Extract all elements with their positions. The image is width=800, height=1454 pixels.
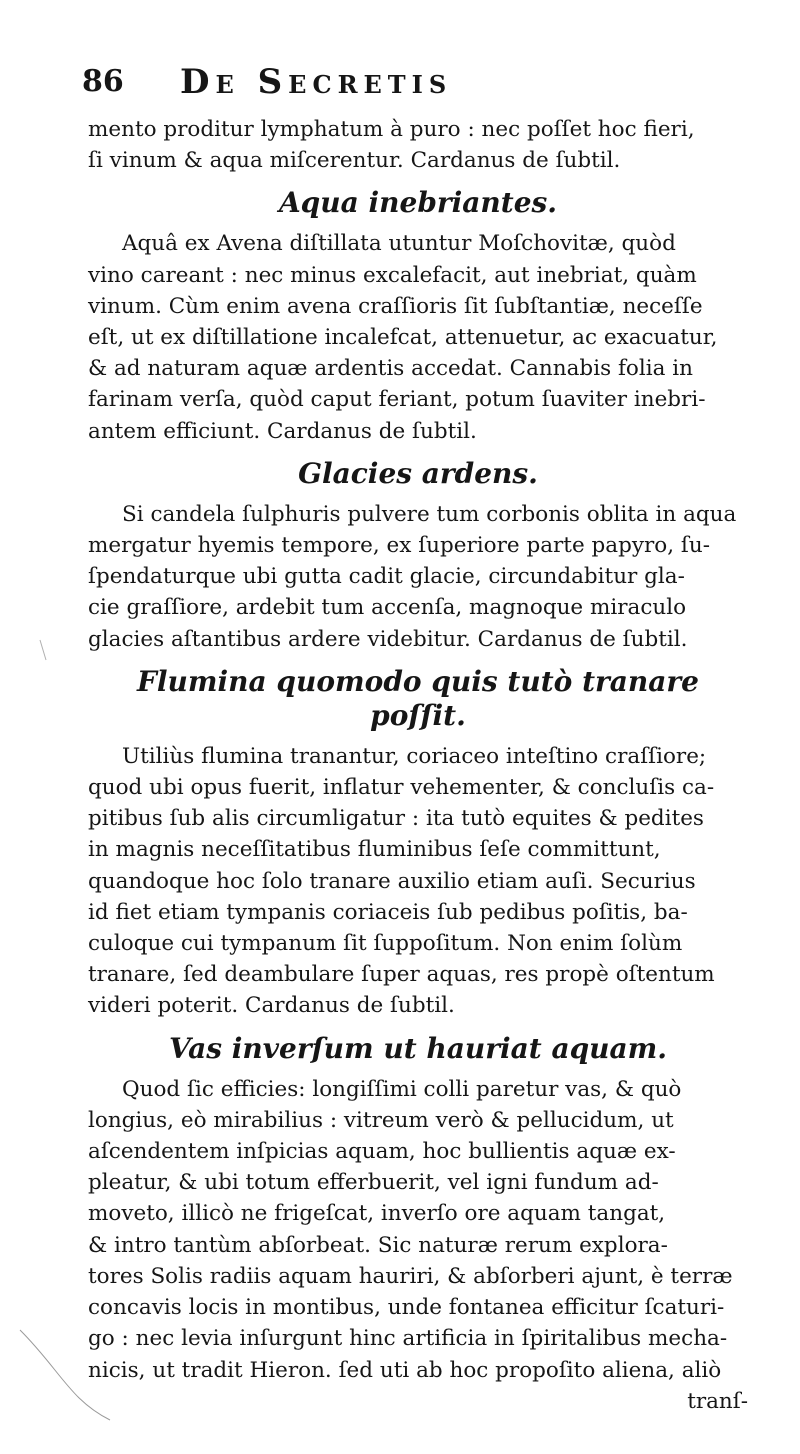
text-line: & intro tantùm abſorbeat. Sic naturæ rerum explora- [88, 1232, 668, 1258]
text-line: farinam verſa, quòd caput feriant, potum ſuaviter inebri- [88, 387, 706, 413]
section-heading: Vas inverſum ut hauriat aquam. [168, 1031, 668, 1065]
text-line: Utiliùs flumina tranantur, coriaceo inteſtino craſſiore; [122, 743, 707, 769]
text-line: glacies aſtantibus ardere videbitur. Cardanus de ſubtil. [88, 626, 688, 652]
text-line: Aquâ ex Avena diſtillata utuntur Moſchovitæ, quòd [122, 231, 676, 257]
text-line: concavis locis in montibus, unde fontanea efficitur ſcaturi- [88, 1295, 725, 1321]
section-heading: Flumina quomodo quis tutò tranare poſſit. [137, 664, 699, 732]
text-line: go : nec levia inſurgunt hinc artificia in ſpiritalibus mecha- [88, 1326, 728, 1352]
text-line: cie graſſiore, ardebit tum accenſa, magnoque miraculo [88, 595, 687, 621]
text-line: ſi vinum & aqua miſcerentur. Cardanus de ſubtil. [88, 148, 621, 174]
text-line: in magnis neceſſitatibus fluminibus ſeſe committunt, [88, 837, 661, 863]
text-line: quandoque hoc ſolo tranare auxilio etiam auſi. Securius [88, 868, 696, 894]
text-line: nicis, ut tradit Hieron. ſed uti ab hoc propoſito aliena, aliò [88, 1357, 722, 1383]
text-line: Si candela ſulphuris pulvere tum corbonis oblita in aqua [122, 501, 737, 527]
catchword: tranſ- [687, 1388, 748, 1414]
text-line: culoque cui tympanum ſit ſuppoſitum. Non enim ſolùm [88, 931, 683, 957]
running-title: De Secretis [180, 62, 453, 102]
text-line: mergatur hyemis tempore, ex ſuperiore parte papyro, ſu- [88, 533, 710, 559]
text-line: aſcendentem inſpicias aquam, hoc bullientis aquæ ex- [88, 1139, 676, 1165]
text-line: pleatur, & ubi totum efferbuerit, vel igni fundum ad- [88, 1170, 659, 1196]
text-line: tranare, ſed deambulare ſuper aquas, res propè oſtentum [88, 962, 715, 988]
text-line: & ad naturam aquæ ardentis accedat. Cannabis folia in [88, 356, 693, 382]
text-line: tores Solis radiis aquam hauriri, & abſorberi ajunt, è terræ [88, 1263, 733, 1289]
text-line: videri poterit. Cardanus de ſubtil. [88, 993, 455, 1019]
text-line: mento proditur lymphatum à puro : nec poſſet hoc fieri, [88, 117, 695, 142]
page-number: 86 [82, 64, 124, 99]
text-line: pitibus ſub alis circumligatur : ita tutò equites & pedites [88, 806, 704, 832]
body-text [88, 114, 748, 1417]
text-line: moveto, illicò ne frigeſcat, inverſo ore aquam tangat, [88, 1201, 666, 1227]
section-heading: Aqua inebriantes. [278, 186, 558, 220]
text-line: ſpendaturque ubi gutta cadit glacie, circundabitur gla- [88, 564, 685, 590]
text-line: quod ubi opus fuerit, inflatur vehementer, & concluſis ca- [88, 775, 715, 801]
text-line: antem efficiunt. Cardanus de ſubtil. [88, 418, 477, 444]
text-line: eſt, ut ex diſtillatione incalefcat, attenuetur, ac exacuatur, [88, 325, 718, 351]
running-head [70, 62, 730, 102]
text-line: vinum. Cùm enim avena craſſioris ſit ſubſtantiæ, neceſſe [88, 293, 703, 319]
text-line: Quod ſic efficies: longiſſimi colli paretur vas, & quò [122, 1076, 682, 1102]
text-line: id fiet etiam tympanis coriaceis ſub pedibus poſitis, ba- [88, 899, 688, 925]
text-line: longius, eò mirabilius : vitreum verò & pellucidum, ut [88, 1107, 674, 1133]
section-heading: Glacies ardens. [298, 456, 538, 490]
text-line: vino careant : nec minus excalefacit, aut inebriat, quàm [88, 262, 697, 288]
